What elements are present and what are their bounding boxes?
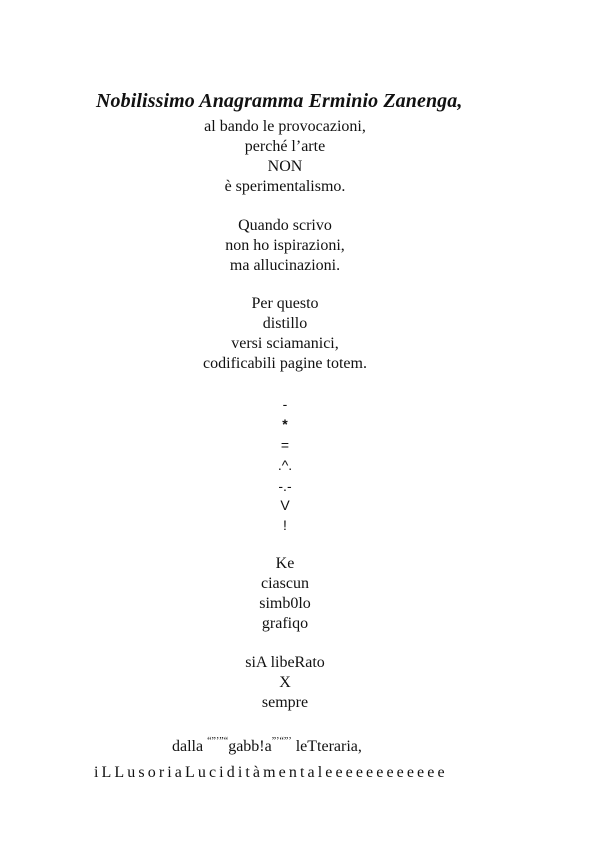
stanza3-line-2: distillo bbox=[262, 315, 308, 332]
stanza4-line-1: Ke bbox=[275, 555, 295, 572]
symbol-dash: - bbox=[282, 396, 288, 412]
stanza4-line-3: simb0lo bbox=[259, 595, 311, 612]
stanza5-line-2: X bbox=[279, 674, 291, 691]
stanza1-line-3: NON bbox=[267, 158, 303, 175]
stanza1-line-1: al bando le provocazioni, bbox=[204, 118, 366, 135]
final-spaced-line: iLLusoriaLuciditàmentaleeeeeeeeeeee bbox=[94, 764, 448, 781]
symbol-dash-dot: -.- bbox=[278, 478, 292, 494]
stanza4-line-4: grafiqo bbox=[261, 615, 309, 632]
symbol-caret: .^. bbox=[277, 457, 293, 473]
closing-gabbia: gabb!a bbox=[228, 738, 272, 755]
stanza1-line-2: perché l’arte bbox=[244, 138, 326, 155]
symbol-v: V bbox=[280, 497, 290, 513]
stanza5-line-1: siA libeRato bbox=[245, 654, 325, 671]
stanza5-line-3: sempre bbox=[261, 694, 309, 711]
stanza3-line-4: codificabili pagine totem. bbox=[203, 355, 367, 372]
stanza3-line-1: Per questo bbox=[251, 295, 319, 312]
closing-line bbox=[172, 737, 362, 757]
closing-quote-open: “”’”“ bbox=[207, 736, 229, 747]
stanza1-line-4: è sperimentalismo. bbox=[224, 178, 346, 195]
stanza2-line-3: ma allucinazioni. bbox=[229, 257, 341, 274]
stanza3-line-3: versi sciamanici, bbox=[231, 335, 339, 352]
stanza2-line-2: non ho ispirazioni, bbox=[225, 237, 345, 254]
symbol-asterisk: * bbox=[282, 416, 288, 432]
symbol-exclamation: ! bbox=[283, 517, 287, 533]
stanza2-line-1: Quando scrivo bbox=[238, 217, 332, 234]
poem-title: Nobilissimo Anagramma Erminio Zanenga, bbox=[96, 90, 463, 112]
closing-quote-close: ”’“”’ bbox=[271, 736, 292, 747]
symbol-equals: = bbox=[280, 437, 290, 453]
stanza4-line-2: ciascun bbox=[261, 575, 309, 592]
closing-dalla: dalla bbox=[172, 738, 208, 755]
closing-letteraria: leTteraria, bbox=[291, 738, 362, 755]
